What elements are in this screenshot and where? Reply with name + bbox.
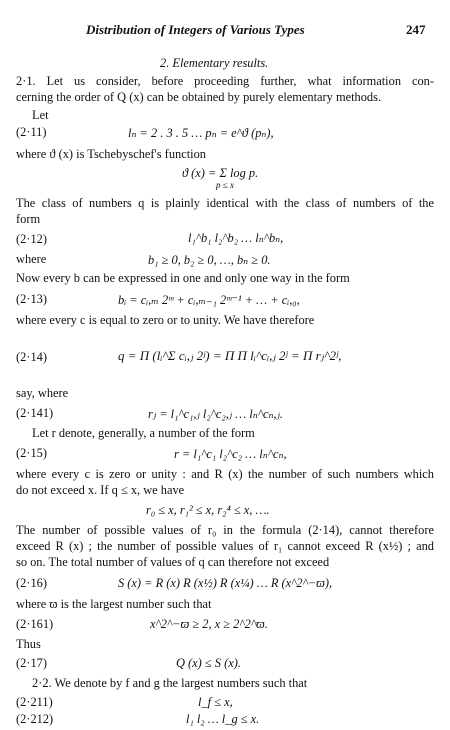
paragraph-line: Let [32, 108, 49, 122]
paragraph-line: cerning the order of Q (x) can be obtained by purely elementary methods. [16, 90, 382, 104]
paragraph-line: say, where [16, 386, 69, 400]
equation [128, 125, 274, 141]
equation-number: (2·11) [16, 125, 47, 139]
equation-content: l₁ l₂ … l_g ≤ x. [186, 712, 260, 726]
equation-content: l₁^b₁ l₂^b₂ … lₙ^bₙ, [188, 231, 284, 245]
equation-number: (2·141) [16, 406, 54, 420]
equation-content: bᵢ = cᵢ,ₘ 2ᵐ + cᵢ,ₘ₋₁ 2ᵐ⁻¹ + … + cᵢ,₀, [118, 293, 300, 307]
equation-content: ϑ (x) = Σ log p. [182, 166, 259, 180]
equation-content: b₁ ≥ 0, b₂ ≥ 0, …, bₙ ≥ 0. [148, 253, 271, 267]
equation-content: r₀ ≤ x, r₁² ≤ x, r₂⁴ ≤ x, …. [146, 503, 270, 517]
section-heading: 2. Elementary results. [160, 56, 269, 70]
paragraph-line: do not exceed x. If q ≤ x, we have [16, 483, 185, 497]
equation-number: (2·15) [16, 446, 47, 460]
paragraph-line: form [16, 212, 41, 226]
equation-content: Q (x) ≤ S (x). [176, 656, 241, 670]
equation-content: lₙ = 2 . 3 . 5 … pₙ = e^ϑ (pₙ), [128, 126, 274, 140]
equation-content: x^2^−ϖ ≥ 2, x ≥ 2^2^ϖ. [150, 617, 268, 631]
paragraph-line: where ϖ is the largest number such that [16, 597, 212, 611]
paragraph-line: 2·2. We denote by f and g the largest numbers such that [32, 676, 308, 690]
equation-content: l_f ≤ x, [198, 695, 233, 709]
equation-number: (2·13) [16, 292, 47, 306]
equation-number: (2·12) [16, 232, 47, 246]
equation-number: (2·14) [16, 350, 47, 364]
equation-content: rⱼ = l₁^c₁,ⱼ l₂^c₂,ⱼ … lₙ^cₙ,ⱼ. [148, 407, 283, 421]
paragraph-line: 2·1. Let us consider, before proceeding further, what information con- [16, 74, 434, 88]
page-number: 247 [406, 22, 426, 37]
paragraph-line: where every c is equal to zero or to unity. We have therefore [16, 313, 315, 327]
paragraph-line: Let r denote, generally, a number of the form [32, 426, 255, 440]
equation-number: (2·17) [16, 656, 47, 670]
equation-content: q = Π (lᵢ^Σ cᵢ,ⱼ 2ʲ) = Π Π lᵢ^cᵢ,ⱼ 2ʲ = Π rⱼ^2ʲ, [118, 348, 342, 363]
paragraph-line: where every c is zero or unity : and R (x) the number of such numbers which [16, 467, 434, 481]
paragraph-line: so on. The total number of values of q can therefore not exceed [16, 555, 330, 569]
paragraph-line: exceed R (x) ; the number of possible values of r₁ cannot exceed R (x½) ; and [16, 539, 434, 553]
equation-number: (2·211) [16, 695, 53, 709]
equation-content: r = l₁^c₁ l₂^c₂ … lₙ^cₙ, [174, 447, 287, 461]
paragraph-line: Now every b can be expressed in one and only one way in the form [16, 271, 350, 285]
equation-number: (2·16) [16, 576, 47, 590]
equation-number: (2·212) [16, 712, 54, 726]
paragraph-line: The number of possible values of r₀ in the formula (2·14), cannot therefore [16, 523, 434, 537]
paragraph-line: The class of numbers q is plainly identical with the class of numbers of the [16, 196, 434, 210]
equation [182, 166, 258, 181]
paragraph-line: where ϑ (x) is Tschebyschef's function [16, 147, 206, 161]
running-title: Distribution of Integers of Various Types [86, 22, 305, 37]
equation-content: S (x) = R (x) R (x½) R (x¼) … R (x^2^−ϖ), [118, 576, 333, 590]
paragraph-line: where [16, 252, 47, 266]
equation-subscript: p ≤ x [216, 180, 234, 190]
paragraph-line: Thus [16, 637, 41, 651]
equation-number: (2·161) [16, 617, 54, 631]
